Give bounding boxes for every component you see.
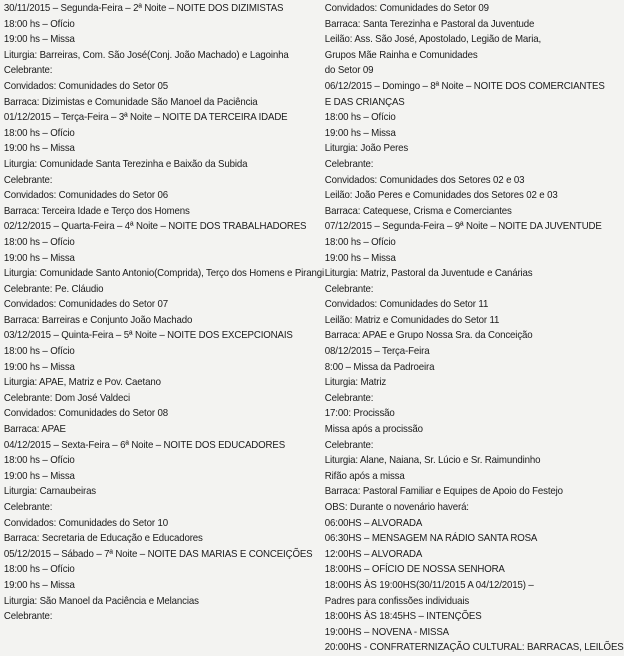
schedule-line: 30/11/2015 – Segunda-Feira – 2ª Noite – NOITE DOS DIZIMISTAS: [3, 3, 284, 14]
schedule-line: 19:00 hs – Missa: [3, 361, 75, 373]
schedule-line: 18:00HS – OFÍCIO DE NOSSA SENHORA: [324, 564, 505, 576]
schedule-line: Convidados: Comunidades do Setor 07: [3, 299, 168, 311]
schedule-line: do Setor 09: [324, 65, 374, 77]
schedule-line: 06:30HS – MENSAGEM NA RÁDIO SANTA ROSA: [324, 533, 538, 545]
schedule-line: Celebrante:: [324, 158, 374, 170]
schedule-line: Liturgia: APAE, Matriz e Pov. Caetano: [3, 377, 161, 389]
schedule-line: 18:00HS ÀS 19:00HS(30/11/2015 A 04/12/2015) –: [324, 579, 534, 591]
schedule-line: 06/12/2015 – Domingo – 8ª Noite – NOITE DOS COMERCIANTES: [324, 80, 605, 92]
schedule-line: Celebrante:: [3, 65, 53, 77]
schedule-line: Celebrante:: [3, 611, 53, 623]
schedule-line: Convidados: Comunidades dos Setores 02 e 03: [324, 174, 525, 186]
schedule-line: Padres para confissões individuais: [324, 595, 470, 607]
schedule-line: 8:00 – Missa da Padroeira: [324, 361, 435, 373]
schedule-line: Convidados: Comunidades do Setor 09: [324, 3, 489, 14]
schedule-line: 18:00 hs – Ofício: [3, 346, 75, 358]
left-column: [0, 0, 325, 623]
schedule-line: 18:00 hs – Ofício: [3, 18, 75, 30]
schedule-line: Liturgia: Alane, Naiana, Sr. Lúcio e Sr. Raimundinho: [324, 455, 541, 467]
schedule-line: 03/12/2015 – Quinta-Feira – 5ª Noite – NOITE DOS EXCEPCIONAIS: [3, 330, 293, 342]
schedule-line: Liturgia: João Peres: [324, 143, 409, 155]
schedule-line: Celebrante:: [3, 174, 53, 186]
schedule-line: Barraca: Pastoral Familiar e Equipes de Apoio do Festejo: [324, 486, 563, 498]
schedule-line: Convidados: Comunidades do Setor 08: [3, 408, 168, 420]
schedule-line: Celebrante: Dom José Valdeci: [3, 392, 130, 404]
schedule-line: Convidados: Comunidades do Setor 11: [324, 299, 489, 311]
schedule-line: Rifão após a missa: [324, 470, 405, 482]
schedule-line: 19:00 hs – Missa: [324, 252, 396, 264]
schedule-line: 20:00HS - CONFRATERNIZAÇÃO CULTURAL: BARRACAS, LEILÕES: [324, 642, 624, 654]
schedule-line: Missa após a procissão: [324, 424, 423, 436]
schedule-line: OBS: Durante o novenário haverá:: [324, 502, 469, 513]
schedule-line: 05/12/2015 – Sábado – 7ª Noite – NOITE DAS MARIAS E CONCEIÇÕES: [3, 548, 313, 560]
schedule-line: Barraca: Catequese, Crisma e Comerciantes: [324, 205, 512, 217]
schedule-line: Celebrante: Pe. Cláudio: [3, 283, 104, 295]
schedule-line: Barraca: APAE e Grupo Nossa Sra. da Conceição: [324, 330, 533, 342]
schedule-line: 06:00HS – ALVORADA: [324, 517, 423, 529]
schedule-line: Liturgia: São Manoel da Paciência e Melancias: [3, 595, 199, 607]
schedule-line: Leilão: Matriz e Comunidades do Setor 11: [324, 314, 500, 326]
schedule-line: 18:00 hs – Ofício: [3, 236, 75, 248]
schedule-line: E DAS CRIANÇAS: [324, 96, 405, 108]
schedule-line: 19:00HS – NOVENA - MISSA: [324, 626, 449, 638]
schedule-line: 19:00 hs – Missa: [3, 579, 75, 591]
schedule-line: 18:00 hs – Ofício: [324, 236, 396, 248]
schedule-line: 02/12/2015 – Quarta-Feira – 4ª Noite – NOITE DOS TRABALHADORES: [3, 221, 307, 233]
schedule-line: 08/12/2015 – Terça-Feira: [324, 346, 430, 358]
schedule-line: 07/12/2015 – Segunda-Feira – 9ª Noite – NOITE DA JUVENTUDE: [324, 221, 602, 233]
right-column: [320, 0, 624, 654]
schedule-line: 04/12/2015 – Sexta-Feira – 6ª Noite – NOITE DOS EDUCADORES: [3, 439, 286, 451]
schedule-line: Celebrante:: [324, 392, 374, 404]
schedule-line: Liturgia: Barreiras, Com. São José(Conj. João Machado) e Lagoinha: [3, 49, 289, 61]
schedule-line: Leilão: Ass. São José, Apostolado, Legião de Maria,: [324, 34, 542, 46]
schedule-line: Celebrante:: [324, 283, 374, 295]
schedule-line: Barraca: Barreiras e Conjunto João Machado: [3, 314, 193, 326]
schedule-line: 19:00 hs – Missa: [3, 470, 75, 482]
schedule-line: 18:00 hs – Ofício: [3, 127, 75, 139]
schedule-line: 19:00 hs – Missa: [3, 34, 75, 46]
schedule-line: Barraca: Santa Terezinha e Pastoral da Juventude: [324, 18, 535, 30]
schedule-line: Barraca: Terceira Idade e Terço dos Homens: [3, 205, 190, 217]
schedule-line: Liturgia: Matriz: [324, 377, 387, 389]
schedule-line: Grupos Mãe Rainha e Comunidades: [324, 49, 478, 61]
schedule-line: Celebrante:: [3, 502, 53, 513]
schedule-line: Barraca: Secretaria de Educação e Educadores: [3, 533, 203, 545]
schedule-line: 12:00HS – ALVORADA: [324, 548, 423, 560]
schedule-line: Barraca: APAE: [3, 424, 66, 436]
schedule-line: Barraca: Dizimistas e Comunidade São Manoel da Paciência: [3, 96, 258, 108]
schedule-line: 19:00 hs – Missa: [3, 252, 75, 264]
schedule-line: Liturgia: Comunidade Santa Terezinha e Baixão da Subida: [3, 158, 248, 170]
schedule-line: Liturgia: Matriz, Pastoral da Juventude e Canárias: [324, 268, 533, 280]
schedule-line: 19:00 hs – Missa: [3, 143, 75, 155]
schedule-line: 19:00 hs – Missa: [324, 127, 396, 139]
schedule-line: Convidados: Comunidades do Setor 05: [3, 80, 168, 92]
schedule-line: Convidados: Comunidades do Setor 10: [3, 517, 168, 529]
schedule-line: 18:00HS ÀS 18:45HS – INTENÇÕES: [324, 611, 482, 623]
schedule-line: Liturgia: Comunidade Santo Antonio(Comprida), Terço dos Homens e Pirangi: [3, 268, 325, 280]
schedule-line: 18:00 hs – Ofício: [3, 564, 75, 576]
schedule-line: 18:00 hs – Ofício: [3, 455, 75, 467]
schedule-line: Celebrante:: [324, 439, 374, 451]
schedule-line: 18:00 hs – Ofício: [324, 112, 396, 124]
schedule-line: Leilão: João Peres e Comunidades dos Setores 02 e 03: [324, 190, 558, 202]
schedule-line: Liturgia: Carnaubeiras: [3, 486, 97, 498]
schedule-line: Convidados: Comunidades do Setor 06: [3, 190, 168, 202]
schedule-line: 01/12/2015 – Terça-Feira – 3ª Noite – NOITE DA TERCEIRA IDADE: [3, 112, 288, 124]
schedule-line: 17:00: Procissão: [324, 408, 395, 420]
